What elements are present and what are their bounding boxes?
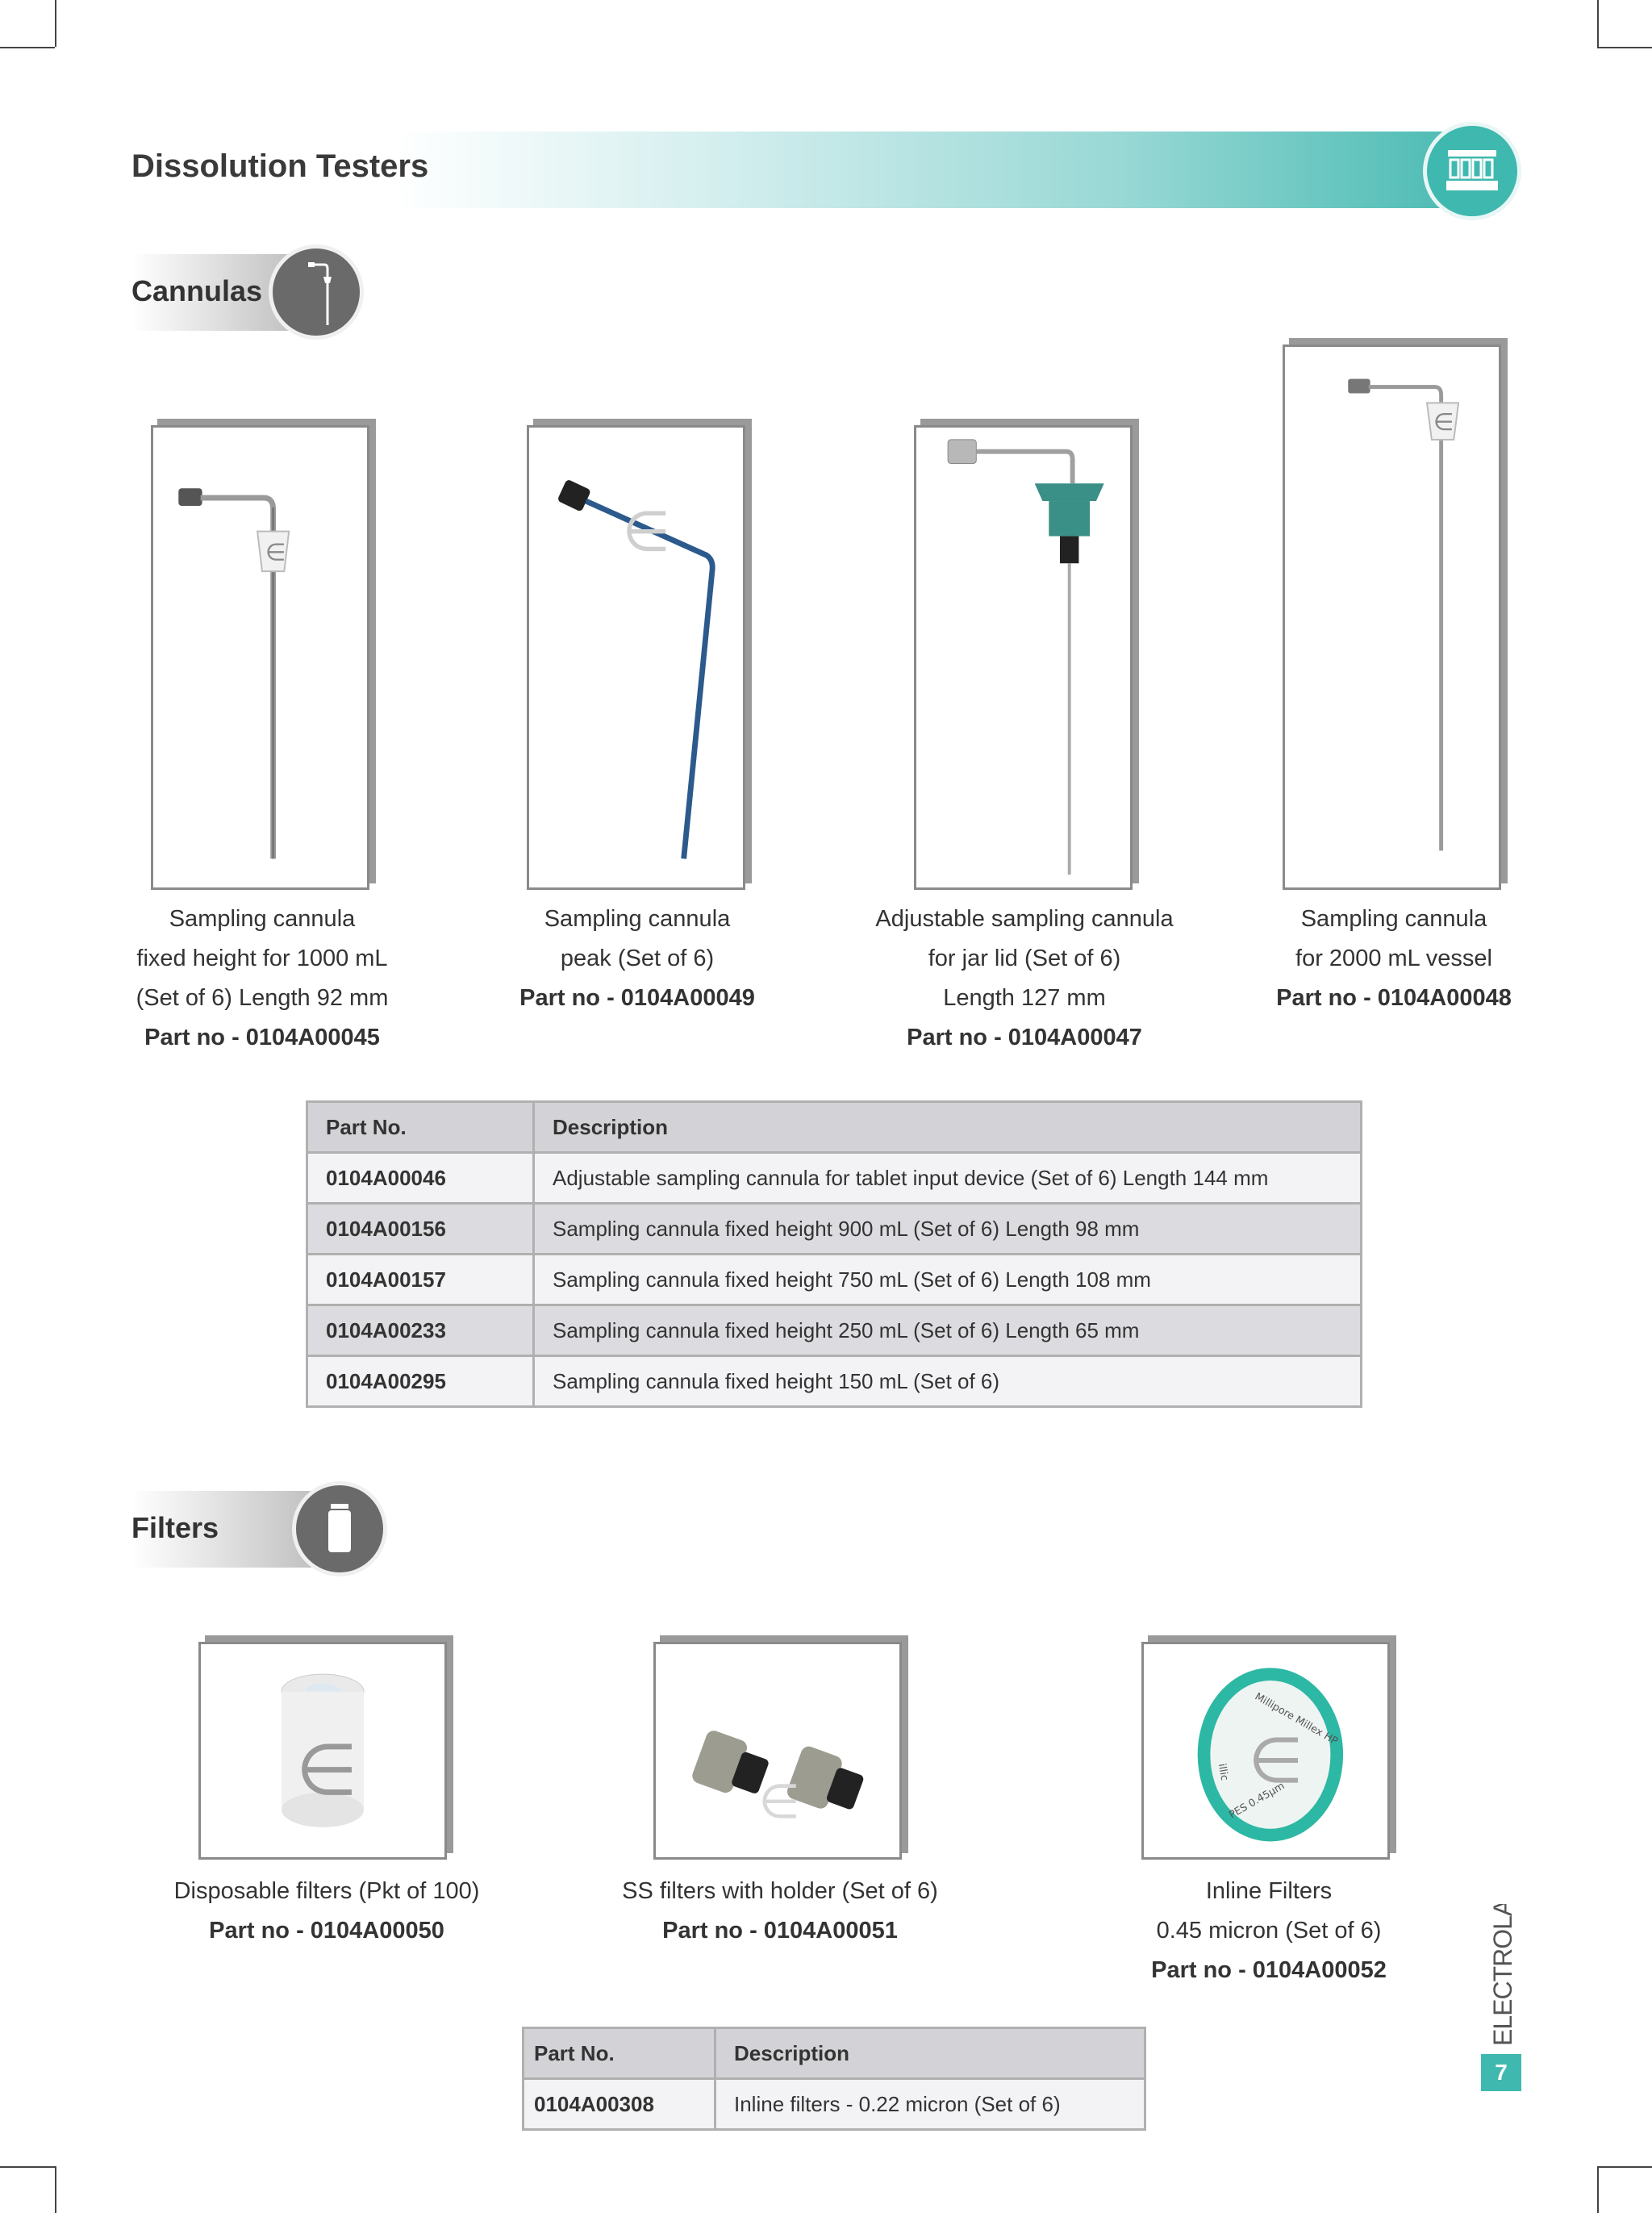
caption-line: Length 127 mm xyxy=(943,985,1106,1011)
product-image-cannula-2000ml xyxy=(1283,344,1501,890)
crop-mark-bottom-left-h xyxy=(0,2166,55,2168)
crop-mark-top-right-h xyxy=(1597,47,1652,48)
page-title: Dissolution Testers xyxy=(131,148,429,184)
svg-text:∈: ∈ xyxy=(622,499,671,565)
crop-mark-bottom-left-v xyxy=(55,2166,56,2213)
crop-mark-top-left-h xyxy=(0,47,55,48)
caption-line: peak (Set of 6) xyxy=(560,946,715,971)
part-number: Part no - 0104A00050 xyxy=(209,1918,444,1944)
description-cell: Sampling cannula fixed height 150 mL (Set of 6) xyxy=(534,1356,1362,1407)
caption-cannula-0104A00047 xyxy=(855,900,1194,1058)
description-cell: Inline filters - 0.22 micron (Set of 6) xyxy=(715,2079,1145,2130)
svg-text:∈: ∈ xyxy=(1433,407,1454,436)
caption-line: fixed height for 1000 mL xyxy=(136,946,388,971)
table-row xyxy=(307,1255,1362,1305)
table-row xyxy=(307,1153,1362,1204)
part-no-cell: 0104A00233 xyxy=(307,1305,534,1356)
caption-line: (Set of 6) Length 92 mm xyxy=(136,985,389,1011)
caption-line: Inline Filters xyxy=(1205,1878,1333,1904)
caption-cannula-0104A00048 xyxy=(1249,900,1539,1018)
table-row xyxy=(307,1204,1362,1255)
part-number: Part no - 0104A00051 xyxy=(662,1918,898,1944)
caption-cannula-0104A00045 xyxy=(121,900,403,1058)
electrolab-logo xyxy=(1475,1904,1531,2049)
dissolution-apparatus-icon xyxy=(1423,122,1521,220)
caption-line: Adjustable sampling cannula xyxy=(875,906,1174,932)
svg-text:∈: ∈ xyxy=(1248,1724,1304,1798)
table-header-row xyxy=(524,2028,1145,2079)
filters-section-title: Filters xyxy=(131,1511,219,1544)
caption-filter-0104A00050 xyxy=(145,1872,508,1951)
caption-filter-0104A00052 xyxy=(1087,1872,1450,1990)
part-no-cell: 0104A00157 xyxy=(307,1255,534,1305)
product-image-cannula-1000ml xyxy=(151,425,369,890)
part-number: Part no - 0104A00047 xyxy=(907,1025,1142,1050)
caption-line: for jar lid (Set of 6) xyxy=(928,946,1121,971)
description-cell: Sampling cannula fixed height 750 mL (Set of 6) Length 108 mm xyxy=(534,1255,1362,1305)
description-cell: Sampling cannula fixed height 900 mL (Set of 6) Length 98 mm xyxy=(534,1204,1362,1255)
table-row xyxy=(307,1305,1362,1356)
product-image-inline-filter xyxy=(1141,1642,1390,1860)
product-image-cannula-peak xyxy=(527,425,745,890)
description-cell: Sampling cannula fixed height 250 mL (Set of 6) Length 65 mm xyxy=(534,1305,1362,1356)
caption-cannula-0104A00049 xyxy=(496,900,778,1018)
svg-text:∈: ∈ xyxy=(265,538,286,566)
caption-line: Sampling cannula xyxy=(1300,906,1487,932)
description-cell: Adjustable sampling cannula for tablet input device (Set of 6) Length 144 mm xyxy=(534,1153,1362,1204)
caption-line: Sampling cannula xyxy=(169,906,356,932)
filter-disc-brand-text: Millipore Millex HP xyxy=(1253,1689,1341,1747)
table-header-row xyxy=(307,1102,1362,1153)
crop-mark-top-left-v xyxy=(55,0,56,47)
part-no-cell: 0104A00308 xyxy=(524,2079,715,2130)
svg-text:∈: ∈ xyxy=(295,1727,358,1811)
column-header-description: Description xyxy=(534,1102,1362,1153)
table-row xyxy=(524,2079,1145,2130)
filter-disc-edge-text: illic xyxy=(1216,1762,1232,1782)
product-image-disposable-filter xyxy=(198,1642,447,1860)
cannula-icon xyxy=(269,244,364,340)
column-header-part-no: Part No. xyxy=(524,2028,715,2079)
part-no-cell: 0104A00295 xyxy=(307,1356,534,1407)
caption-line: Disposable filters (Pkt of 100) xyxy=(173,1878,480,1904)
part-number: Part no - 0104A00045 xyxy=(144,1025,380,1050)
column-header-part-no: Part No. xyxy=(307,1102,534,1153)
part-number: Part no - 0104A00048 xyxy=(1276,985,1512,1011)
filter-parts-table xyxy=(522,2027,1146,2131)
crop-mark-bottom-right-h xyxy=(1597,2166,1652,2168)
part-number: Part no - 0104A00049 xyxy=(519,985,755,1011)
part-number: Part no - 0104A00052 xyxy=(1151,1957,1387,1983)
crop-mark-top-right-v xyxy=(1597,0,1599,47)
caption-line: for 2000 mL vessel xyxy=(1295,946,1492,971)
product-image-ss-filter-holder xyxy=(653,1642,902,1860)
crop-mark-bottom-right-v xyxy=(1597,2166,1599,2213)
page-number: 7 xyxy=(1481,2054,1521,2091)
filter-disc-spec-text: PES 0.45µm xyxy=(1226,1779,1287,1821)
cannulas-section-title: Cannulas xyxy=(131,274,263,307)
cannula-parts-table xyxy=(306,1100,1362,1408)
caption-line: Sampling cannula xyxy=(544,906,731,932)
product-image-adjustable-cannula-jar-lid xyxy=(914,425,1133,890)
svg-text:∈: ∈ xyxy=(758,1773,800,1830)
caption-filter-0104A00051 xyxy=(599,1872,962,1951)
table-row xyxy=(307,1356,1362,1407)
filter-cartridge-icon xyxy=(292,1481,387,1576)
part-no-cell: 0104A00156 xyxy=(307,1204,534,1255)
caption-line: SS filters with holder (Set of 6) xyxy=(622,1878,938,1904)
part-no-cell: 0104A00046 xyxy=(307,1153,534,1204)
column-header-description: Description xyxy=(715,2028,1145,2079)
caption-line: 0.45 micron (Set of 6) xyxy=(1156,1918,1382,1944)
brand-text: ELECTROLAB xyxy=(1488,1904,1517,2046)
